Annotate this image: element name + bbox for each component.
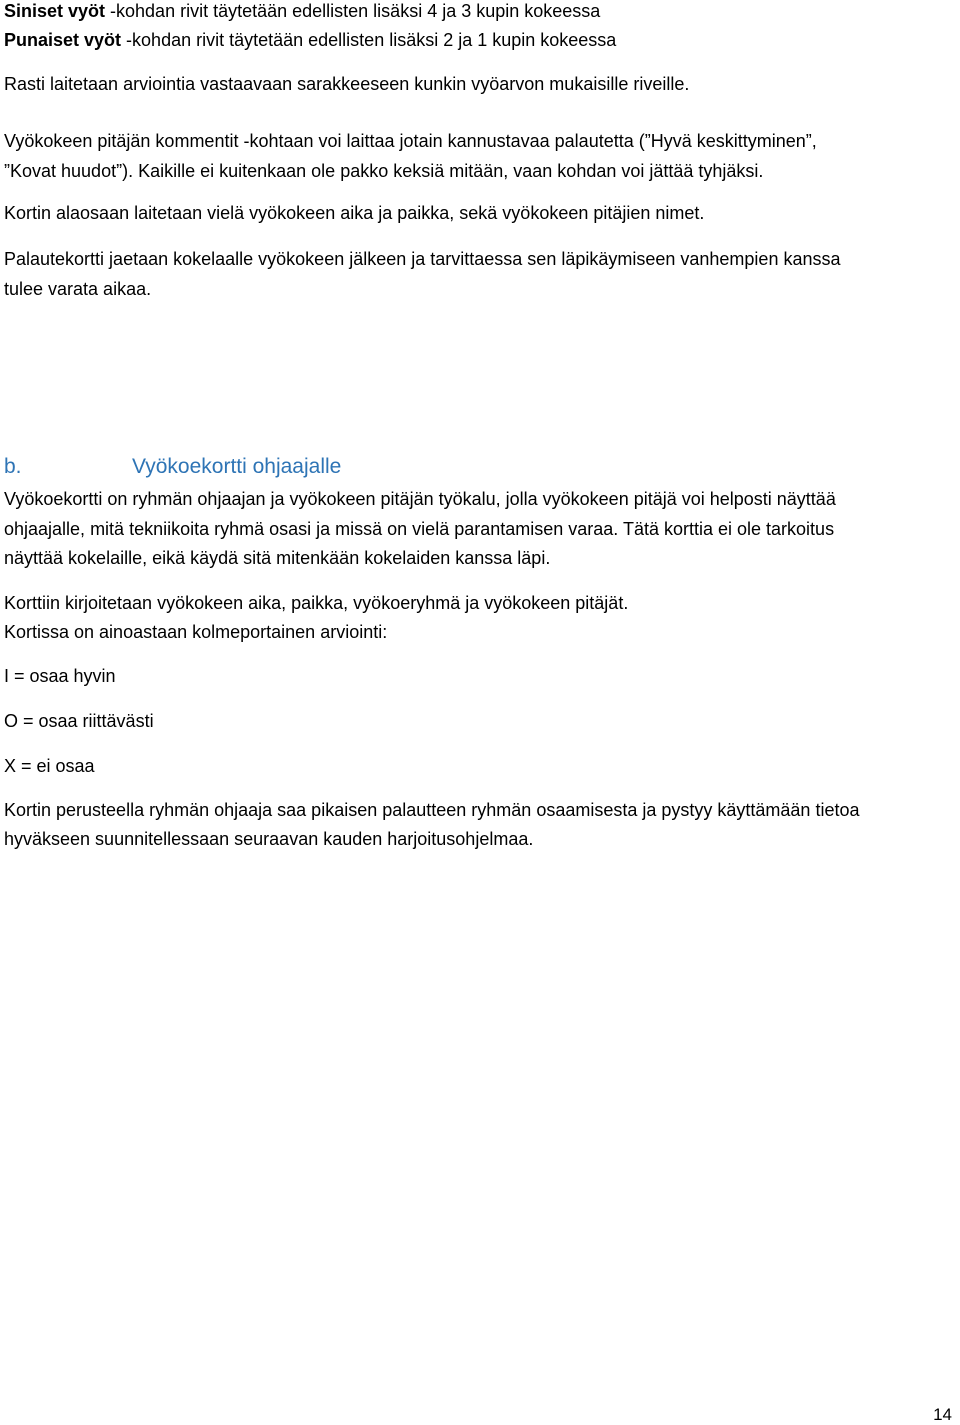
siniset-vyot-label: Siniset vyöt [4, 1, 106, 21]
paragraph-rasti: Rasti laitetaan arviointia vastaavaan sarakkeeseen kunkin vyöarvon mukaisille riveille. [4, 74, 690, 94]
siniset-vyot-text: -kohdan rivit täytetään edellisten lisäksi 4 ja 3 kupin kokeessa [105, 1, 601, 21]
paragraph-palaute-line-2: tulee varata aikaa. [4, 279, 152, 299]
section-paragraph-1-line-3: näyttää kokelaille, eikä käydä sitä mitenkään kokelaiden kanssa läpi. [4, 548, 551, 568]
punaiset-vyot-line [4, 29, 616, 51]
grade-o: O = osaa riittävästi [4, 711, 154, 731]
punaiset-vyot-text: -kohdan rivit täytetään edellisten lisäksi 2 ja 1 kupin kokeessa [121, 30, 617, 50]
section-paragraph-1-line-2: ohjaajalle, mitä tekniikoita ryhmä osasi ja missä on vielä parantamisen varaa. Tätä korttia ei ole tarkoitus [4, 519, 835, 539]
section-paragraph-3-line-1: Kortin perusteella ryhmän ohjaaja saa pikaisen palautteen ryhmän osaamisesta ja pystyy käyttämään tietoa [4, 800, 860, 820]
page-number: 14 [933, 1405, 952, 1424]
paragraph-palaute-line-1: Palautekortti jaetaan kokelaalle vyökokeen jälkeen ja tarvittaessa sen läpikäymiseen vanhempien kanssa [4, 249, 841, 269]
siniset-vyot-line [4, 0, 600, 22]
paragraph-comment-line-2: ”Kovat huudot”). Kaikille ei kuitenkaan ole pakko keksiä mitään, vaan kohdan voi jättää tyhjäksi. [4, 161, 764, 181]
section-heading [4, 456, 341, 478]
section-paragraph-2-line-1: Korttiin kirjoitetaan vyökokeen aika, paikka, vyökoeryhmä ja vyökokeen pitäjät. [4, 593, 629, 613]
grade-i: I = osaa hyvin [4, 666, 116, 686]
section-paragraph-2-line-2: Kortissa on ainoastaan kolmeportainen arviointi: [4, 622, 388, 642]
punaiset-vyot-label: Punaiset vyöt [4, 30, 122, 50]
section-paragraph-3-line-2: hyväkseen suunnitellessaan seuraavan kauden harjoitusohjelmaa. [4, 829, 534, 849]
paragraph-comment-line-1: Vyökokeen pitäjän kommentit -kohtaan voi laittaa jotain kannustavaa palautetta (”Hyvä keskittyminen”, [4, 131, 817, 151]
paragraph-alaosa: Kortin alaosaan laitetaan vielä vyökokeen aika ja paikka, sekä vyökokeen pitäjien nimet. [4, 203, 705, 223]
section-paragraph-1-line-1: Vyökoekortti on ryhmän ohjaajan ja vyökokeen pitäjän työkalu, jolla vyökokeen pitäjä voi helposti näyttää [4, 489, 836, 509]
section-title: Vyökoekortti ohjaajalle [132, 455, 342, 478]
section-number: b. [4, 455, 22, 478]
grade-x: X = ei osaa [4, 756, 95, 776]
